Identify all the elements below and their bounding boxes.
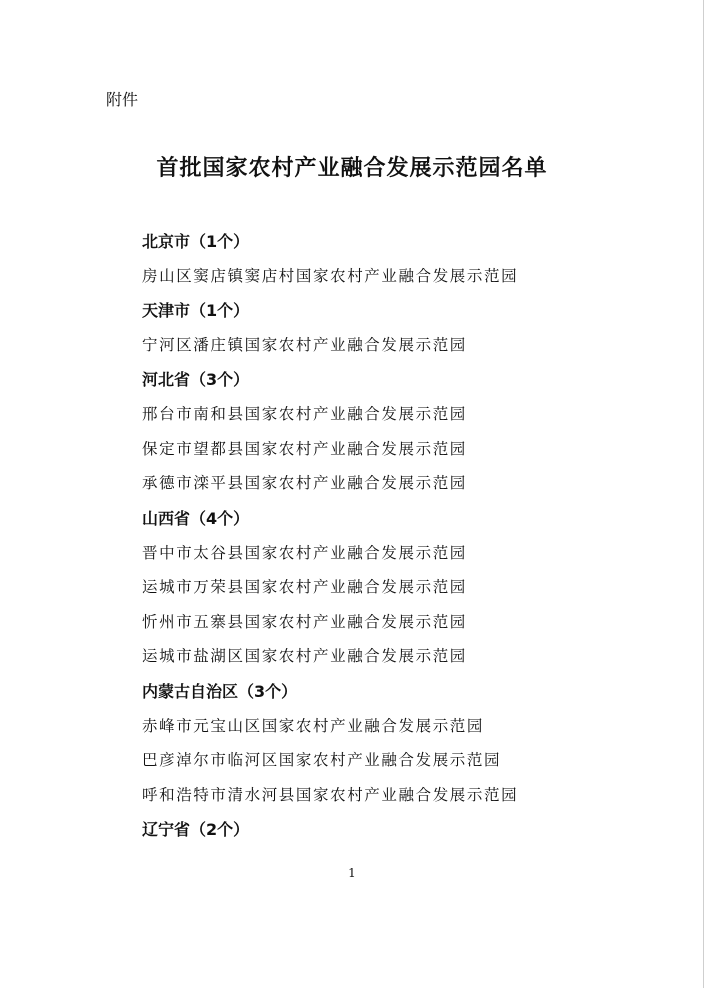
park-entry: 忻州市五寨县国家农村产业融合发展示范园 <box>142 612 467 631</box>
province-heading-shanxi: 山西省（4个） <box>142 508 250 528</box>
park-entry: 巴彦淖尔市临河区国家农村产业融合发展示范园 <box>142 751 502 770</box>
park-entry: 运城市盐湖区国家农村产业融合发展示范园 <box>142 647 467 666</box>
park-entry: 承德市滦平县国家农村产业融合发展示范园 <box>142 474 467 493</box>
park-entry: 邢台市南和县国家农村产业融合发展示范园 <box>142 405 467 424</box>
demonstration-park-list <box>142 223 662 846</box>
page-number: 1 <box>348 866 356 880</box>
park-entry: 运城市万荣县国家农村产业融合发展示范园 <box>142 578 467 597</box>
province-heading-liaoning: 辽宁省（2个） <box>142 819 250 839</box>
province-heading-beijing: 北京市（1个） <box>142 231 250 251</box>
attachment-label: 附件 <box>106 90 139 109</box>
park-entry: 宁河区潘庄镇国家农村产业融合发展示范园 <box>142 336 467 355</box>
park-entry: 房山区窦店镇窦店村国家农村产业融合发展示范园 <box>142 266 519 285</box>
document-title: 首批国家农村产业融合发展示范园名单 <box>156 155 548 181</box>
province-heading-inner-mongolia: 内蒙古自治区（3个） <box>142 681 298 701</box>
park-entry: 呼和浩特市清水河县国家农村产业融合发展示范园 <box>142 785 519 804</box>
park-entry: 晋中市太谷县国家农村产业融合发展示范园 <box>142 543 467 562</box>
park-entry: 赤峰市元宝山区国家农村产业融合发展示范园 <box>142 716 485 735</box>
province-heading-hebei: 河北省（3个） <box>142 370 250 390</box>
park-entry: 保定市望都县国家农村产业融合发展示范园 <box>142 439 467 458</box>
province-heading-tianjin: 天津市（1个） <box>142 300 250 320</box>
